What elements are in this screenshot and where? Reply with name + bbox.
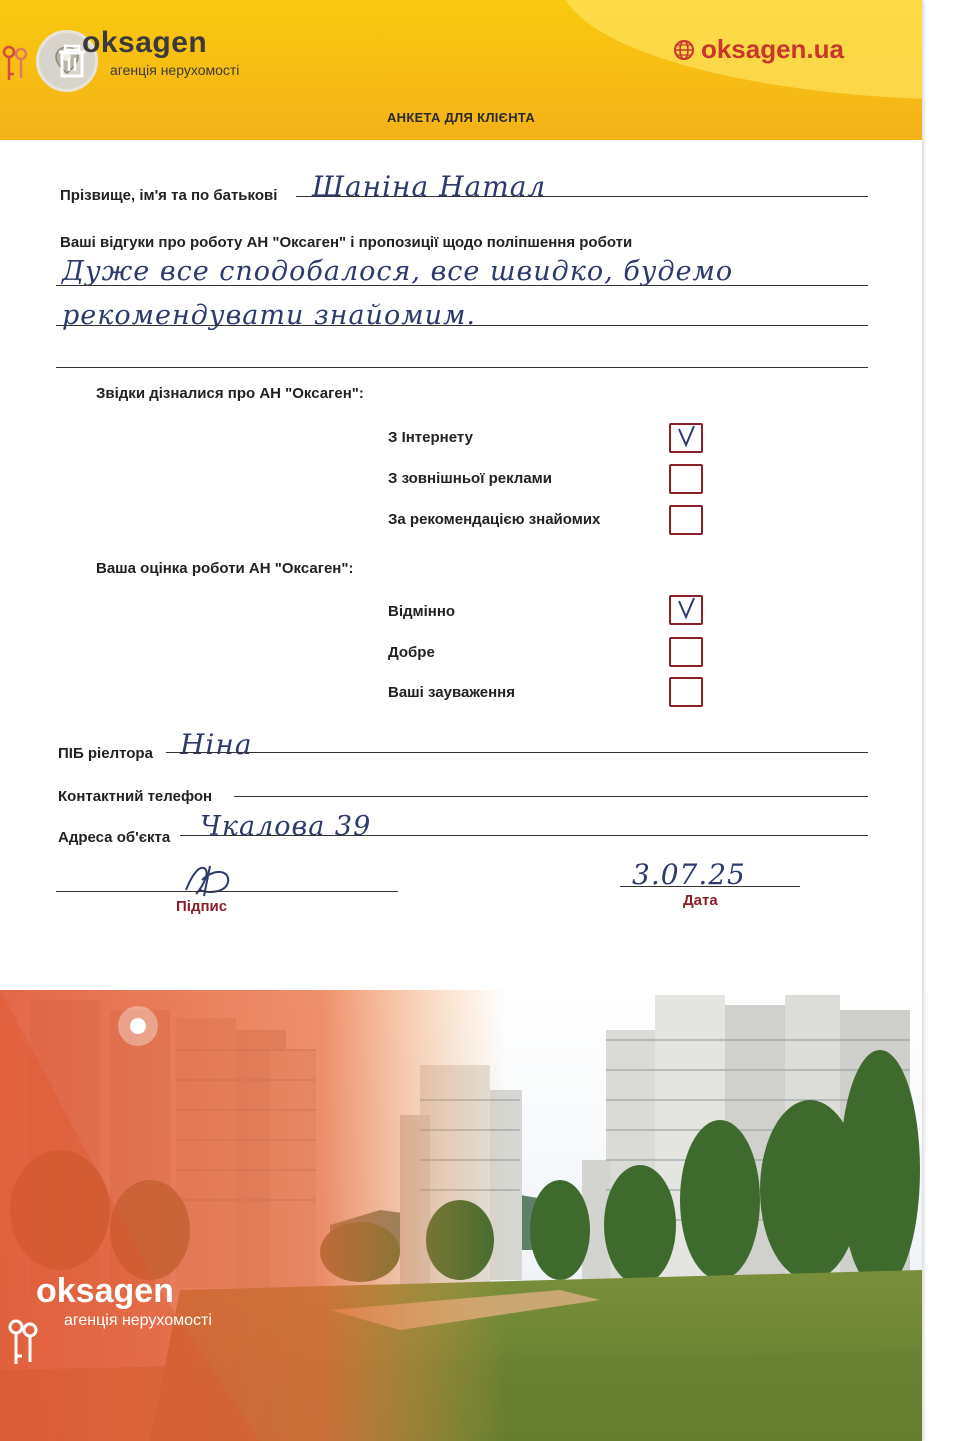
bottom-logo [36,1272,296,1372]
realtor-line [166,752,868,753]
signature-line [56,891,398,892]
name-line [296,196,868,197]
keys-icon [0,44,30,84]
website-text: oksagen.ua [700,34,844,64]
source-option-internet: З Інтернету [388,429,473,446]
signature-mark [180,860,240,900]
phone-line [234,796,868,797]
feedback-label: Ваші відгуки про роботу АН "Оксаген" і пропозиції щодо поліпшення роботи [60,234,633,251]
rating-option-excellent: Відмінно [388,603,456,620]
logo-subtitle: агенція нерухомості [110,62,240,78]
bottom-logo-word: oksagen [36,1272,174,1310]
address-label: Адреса об'єкта [58,829,171,846]
scroll-handle[interactable] [118,1006,158,1046]
globe-icon [673,39,695,61]
date-caption: Дата [683,892,718,909]
website-link[interactable] [673,34,844,65]
rating-option-remarks: Ваші зауваження [388,684,515,701]
checkbox-internet[interactable] [669,423,703,453]
checkbox-ads[interactable] [669,464,703,494]
checkbox-excellent[interactable] [669,595,703,625]
form-title: АНКЕТА ДЛЯ КЛІЄНТА [386,110,536,125]
delete-icon[interactable] [56,44,88,78]
name-label: Прізвище, ім'я та по батькові [60,187,278,204]
feedback-rule-1 [56,285,868,286]
feedback-rule-3 [56,367,868,368]
date-value: 3.07.25 [632,858,746,891]
checkbox-remarks[interactable] [669,677,703,707]
source-label: Звідки дізналися про АН "Оксаген": [96,385,364,402]
residential-complex-illustration [0,990,922,1441]
bottom-logo-subtitle: агенція нерухомості [64,1312,212,1329]
address-line [180,835,868,836]
check-mark-icon [675,423,699,451]
feedback-line-1: Дуже все сподобалося, все швидко, будемо [62,256,734,287]
source-option-ads: З зовнішньої реклами [388,470,552,487]
rating-label: Ваша оцінка роботи АН "Оксаген": [96,560,354,577]
feedback-line-2: рекомендувати знайомим. [62,300,476,331]
date-line [620,886,800,887]
phone-label: Контактний телефон [58,788,213,805]
name-value: Шаніна Натал [312,170,547,203]
checkbox-good[interactable] [669,637,703,667]
check-mark-icon [675,595,699,623]
rating-option-good: Добре [388,644,435,661]
feedback-rule-2 [56,325,868,326]
source-option-referral: За рекомендацією знайомих [388,511,601,528]
logo-word: oksagen [82,26,208,59]
keys-icon [6,1318,40,1368]
signature-caption: Підпис [176,898,228,915]
checkbox-referral[interactable] [669,505,703,535]
realtor-label: ПІБ ріелтора [58,745,153,762]
realtor-value: Ніна [180,728,253,761]
address-value: Чкалова 39 [200,811,372,842]
